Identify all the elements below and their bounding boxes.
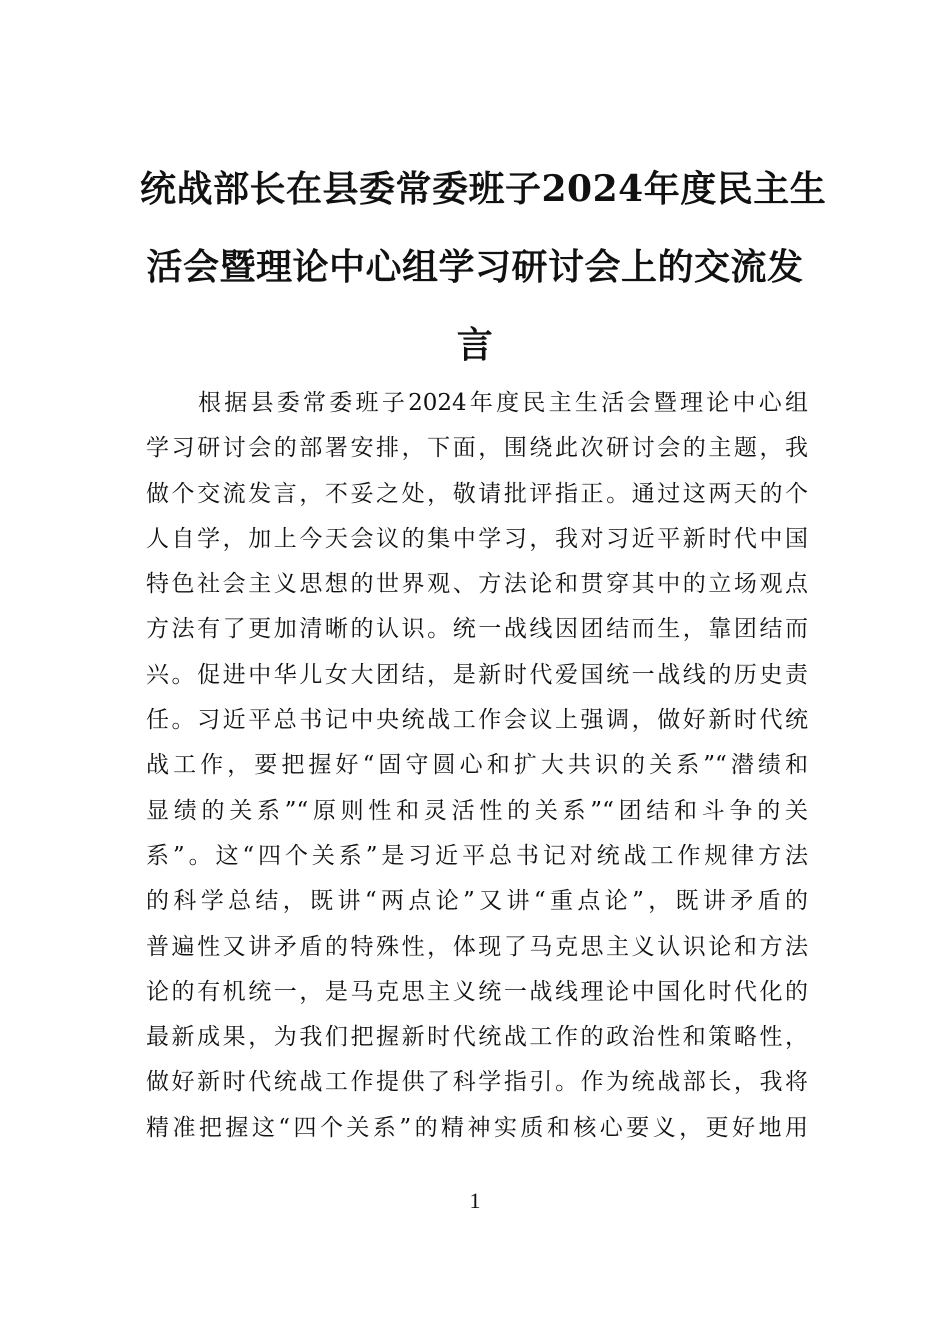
title-line: 统战部长在县委常委班子2024年度民主生 [140,168,827,210]
document-title [140,150,827,384]
body-line: 人自学，加上今天会议的集中学习，我对习近平新时代中国 [146,525,808,552]
body-line: 普遍性又讲矛盾的特殊性，体现了马克思主义认识论和方法 [146,933,808,960]
body-line: 论的有机统一，是马克思主义统一战线理论中国化时代化的 [146,978,808,1005]
body-line: 做个交流发言，不妥之处，敬请批评指正。通过这两天的个 [146,480,808,507]
body-line: 任。习近平总书记中央统战工作会议上强调，做好新时代统 [146,707,808,734]
body-paragraph [146,381,808,1151]
body-line: 学习研讨会的部署安排，下面，围绕此次研讨会的主题，我 [146,435,808,462]
body-line: 系”。这“四个关系”是习近平总书记对统战工作规律方法 [146,842,808,869]
body-line: 方法有了更加清晰的认识。统一战线因团结而生，靠团结而 [146,616,808,643]
title-line: 活会暨理论中心组学习研讨会上的交流发 [146,246,804,288]
body-line: 精准把握这“四个关系”的精神实质和核心要义，更好地用 [146,1114,808,1141]
body-line: 兴。促进中华儿女大团结，是新时代爱国统一战线的历史责 [146,661,808,688]
body-line: 最新成果，为我们把握新时代统战工作的政治性和策略性， [146,1024,808,1051]
title-line: 言 [456,324,494,366]
body-line: 特色社会主义思想的世界观、方法论和贯穿其中的立场观点 [146,571,808,598]
body-line: 做好新时代统战工作提供了科学指引。作为统战部长，我将 [146,1069,808,1096]
body-line: 的科学总结，既讲“两点论”又讲“重点论”，既讲矛盾的 [146,888,808,915]
body-line: 显绩的关系”“原则性和灵活性的关系”“团结和斗争的关 [146,797,808,824]
body-line: 根据县委常委班子2024年度民主生活会暨理论中心组 [198,390,808,416]
body-line: 战工作，要把握好“固守圆心和扩大共识的关系”“潜绩和 [146,752,808,779]
page-number: 1 [469,1188,481,1213]
